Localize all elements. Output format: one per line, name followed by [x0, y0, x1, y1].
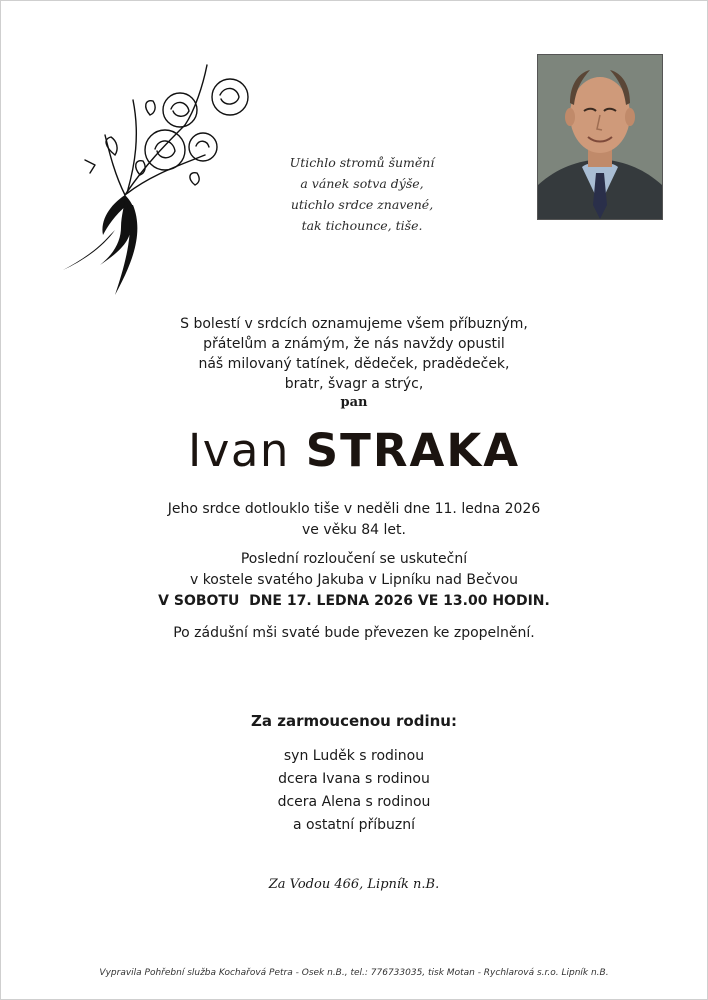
footer-credits: Vypravila Pohřební služba Kochařová Petra - Osek n.B., tel.: 776733035, tisk Motan - Rychlarová s.r.o. Lipník n.B.	[99, 968, 609, 978]
intro-line: bratr, švagr a strýc,	[284, 376, 424, 392]
family-member: dcera Ivana s rodinou	[278, 771, 430, 787]
farewell-date: V SOBOTU DNE 17. LEDNA 2026 VE 13.00 HODIN.	[158, 593, 550, 609]
cremation-note: Po zádušní mši svaté bude převezen ke zpopelnění.	[173, 625, 535, 641]
intro-line: S bolestí v srdcích oznamujeme všem příbuzným,	[180, 316, 528, 332]
deceased-name	[0, 424, 708, 477]
poem-line: tak tichounce, tiše.	[301, 218, 423, 233]
farewell-line: Poslední rozloučení se uskuteční	[240, 551, 468, 567]
last-name: STRAKA	[305, 424, 521, 477]
death-line: Jeho srdce dotlouklo tiše v neděli dne 11. ledna 2026	[167, 501, 541, 517]
farewell-info	[0, 549, 708, 612]
poem	[262, 152, 462, 236]
poem-line: a vánek sotva dýše,	[300, 176, 424, 191]
farewell-line: v kostele svatého Jakuba v Lipníku nad Bečvou	[189, 572, 519, 588]
announcement-intro	[0, 314, 708, 394]
portrait-photo	[537, 54, 663, 220]
intro-line: náš milovaný tatínek, dědeček, pradědeček,	[198, 356, 510, 372]
poem-line: utichlo srdce znavené,	[290, 197, 434, 212]
death-info	[0, 499, 708, 541]
family-member: a ostatní příbuzní	[292, 817, 416, 833]
family-list	[0, 745, 708, 837]
intro-line: přátelům a známým, že nás navždy opustil	[203, 336, 505, 352]
roses-illustration	[55, 55, 265, 300]
poem-line: Utichlo stromů šumění	[289, 155, 435, 170]
family-member: syn Luděk s rodinou	[283, 748, 425, 764]
first-name: Ivan	[187, 424, 290, 477]
family-address: Za Vodou 466, Lipník n.B.	[268, 877, 440, 892]
family-heading: Za zarmoucenou rodinu:	[251, 712, 457, 730]
title-pan: pan	[340, 395, 368, 410]
family-member: dcera Alena s rodinou	[277, 794, 431, 810]
death-line: ve věku 84 let.	[302, 522, 406, 538]
